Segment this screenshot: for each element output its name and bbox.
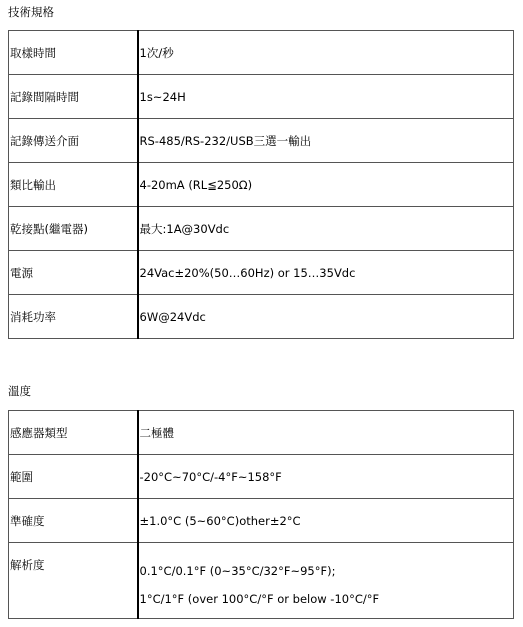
temperature-table	[8, 410, 514, 619]
table-row-analog-output	[9, 163, 514, 207]
table-row-accuracy	[9, 499, 514, 543]
table-row-power-consumption	[9, 295, 514, 339]
row-label: 消耗功率	[9, 295, 138, 339]
row-value: 4-20mA (RL≦250Ω)	[138, 163, 514, 207]
row-label: 感應器類型	[9, 411, 138, 455]
table-row-transfer-interface	[9, 119, 514, 163]
row-value: 最大:1A@30Vdc	[138, 207, 514, 251]
row-label: 解析度	[9, 543, 138, 619]
row-value: 24Vac±20%(50…60Hz) or 15…35Vdc	[138, 251, 514, 295]
row-value: -20°C~70°C/-4°F~158°F	[138, 455, 514, 499]
row-value: ±1.0°C (5~60°C)other±2°C	[138, 499, 514, 543]
row-label: 記錄傳送介面	[9, 119, 138, 163]
table-row-resolution	[9, 543, 514, 619]
table-row-dry-contact	[9, 207, 514, 251]
table-row-power-supply	[9, 251, 514, 295]
row-label: 取樣時間	[9, 31, 138, 75]
resolution-line-2: 1°C/1°F (over 100°C/°F or below -10°C/°F	[139, 592, 380, 606]
row-label: 範圍	[9, 455, 138, 499]
row-label: 準確度	[9, 499, 138, 543]
spec-table	[8, 30, 514, 339]
table-row-range	[9, 455, 514, 499]
table-row-record-interval	[9, 75, 514, 119]
row-label: 類比輸出	[9, 163, 138, 207]
row-value: 1s~24H	[138, 75, 514, 119]
spec-section-title: 技術規格	[8, 5, 54, 19]
row-label: 記錄間隔時間	[9, 75, 138, 119]
row-value: 1次/秒	[138, 31, 514, 75]
row-label: 電源	[9, 251, 138, 295]
row-label: 乾接點(繼電器)	[9, 207, 138, 251]
table-row-sampling-time	[9, 31, 514, 75]
row-value	[138, 543, 514, 619]
row-value: RS-485/RS-232/USB三選一輸出	[138, 119, 514, 163]
temp-section-title: 溫度	[8, 384, 31, 398]
row-value: 6W@24Vdc	[138, 295, 514, 339]
table-row-sensor-type	[9, 411, 514, 455]
resolution-line-1: 0.1°C/0.1°F (0~35°C/32°F~95°F);	[139, 564, 336, 578]
row-value: 二極體	[138, 411, 514, 455]
